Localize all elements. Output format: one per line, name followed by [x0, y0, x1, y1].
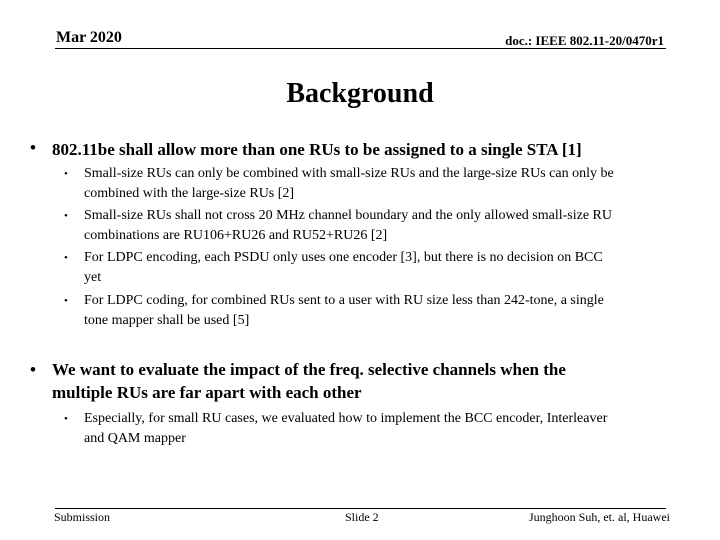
- footer-submission: Submission: [54, 510, 111, 524]
- slide-title: Background: [286, 78, 434, 109]
- bullet-text-2: [52, 358, 566, 404]
- sub-bullet-line: For LDPC encoding, each PSDU only uses one encoder [3], but there is no decision on BCC: [84, 250, 603, 265]
- bullet-line: multiple RUs are far apart with each other: [52, 383, 362, 402]
- sub-bullet-1-3: [84, 248, 603, 288]
- bullet-text-1: 802.11be shall allow more than one RUs to be assigned to a single STA [1]: [52, 140, 582, 159]
- sub-bullet-line: Small-size RUs can only be combined with small-size RUs and the large-size RUs can only be: [84, 166, 614, 181]
- sub-bullet-marker: •: [64, 168, 68, 180]
- sub-bullet-1-4: [84, 291, 604, 331]
- header-divider: [55, 48, 666, 49]
- sub-bullet-2-1: [84, 409, 607, 449]
- footer-slide-number: Slide 2: [345, 510, 379, 524]
- sub-bullet-line: For LDPC coding, for combined RUs sent to a user with RU size less than 242-tone, a single: [84, 293, 604, 308]
- sub-bullet-marker: •: [64, 413, 68, 425]
- sub-bullet-line: combinations are RU106+RU26 and RU52+RU26 [2]: [84, 228, 388, 243]
- bullet-line: We want to evaluate the impact of the freq. selective channels when the: [52, 360, 566, 379]
- sub-bullet-line: Small-size RUs shall not cross 20 MHz channel boundary and the only allowed small-size RU: [84, 208, 613, 223]
- sub-bullet-1-1: [84, 164, 614, 204]
- footer-divider: [55, 508, 666, 509]
- sub-bullet-1-2: [84, 206, 612, 246]
- header-date: Mar 2020: [56, 29, 122, 46]
- sub-bullet-marker: •: [64, 295, 68, 307]
- sub-bullet-line: and QAM mapper: [84, 431, 186, 446]
- header-doc-id: doc.: IEEE 802.11-20/0470r1: [505, 33, 664, 48]
- footer-author: Junghoon Suh, et. al, Huawei: [529, 510, 670, 524]
- sub-bullet-line: Especially, for small RU cases, we evaluated how to implement the BCC encoder, Interleaver: [84, 411, 608, 426]
- sub-bullet-line: tone mapper shall be used [5]: [84, 313, 250, 328]
- sub-bullet-line: combined with the large-size RUs [2]: [84, 186, 295, 201]
- sub-bullet-marker: •: [64, 252, 68, 264]
- sub-bullet-marker: •: [64, 210, 68, 222]
- sub-bullet-line: yet: [84, 270, 102, 285]
- bullet-marker: •: [30, 138, 36, 157]
- bullet-marker: •: [30, 360, 36, 379]
